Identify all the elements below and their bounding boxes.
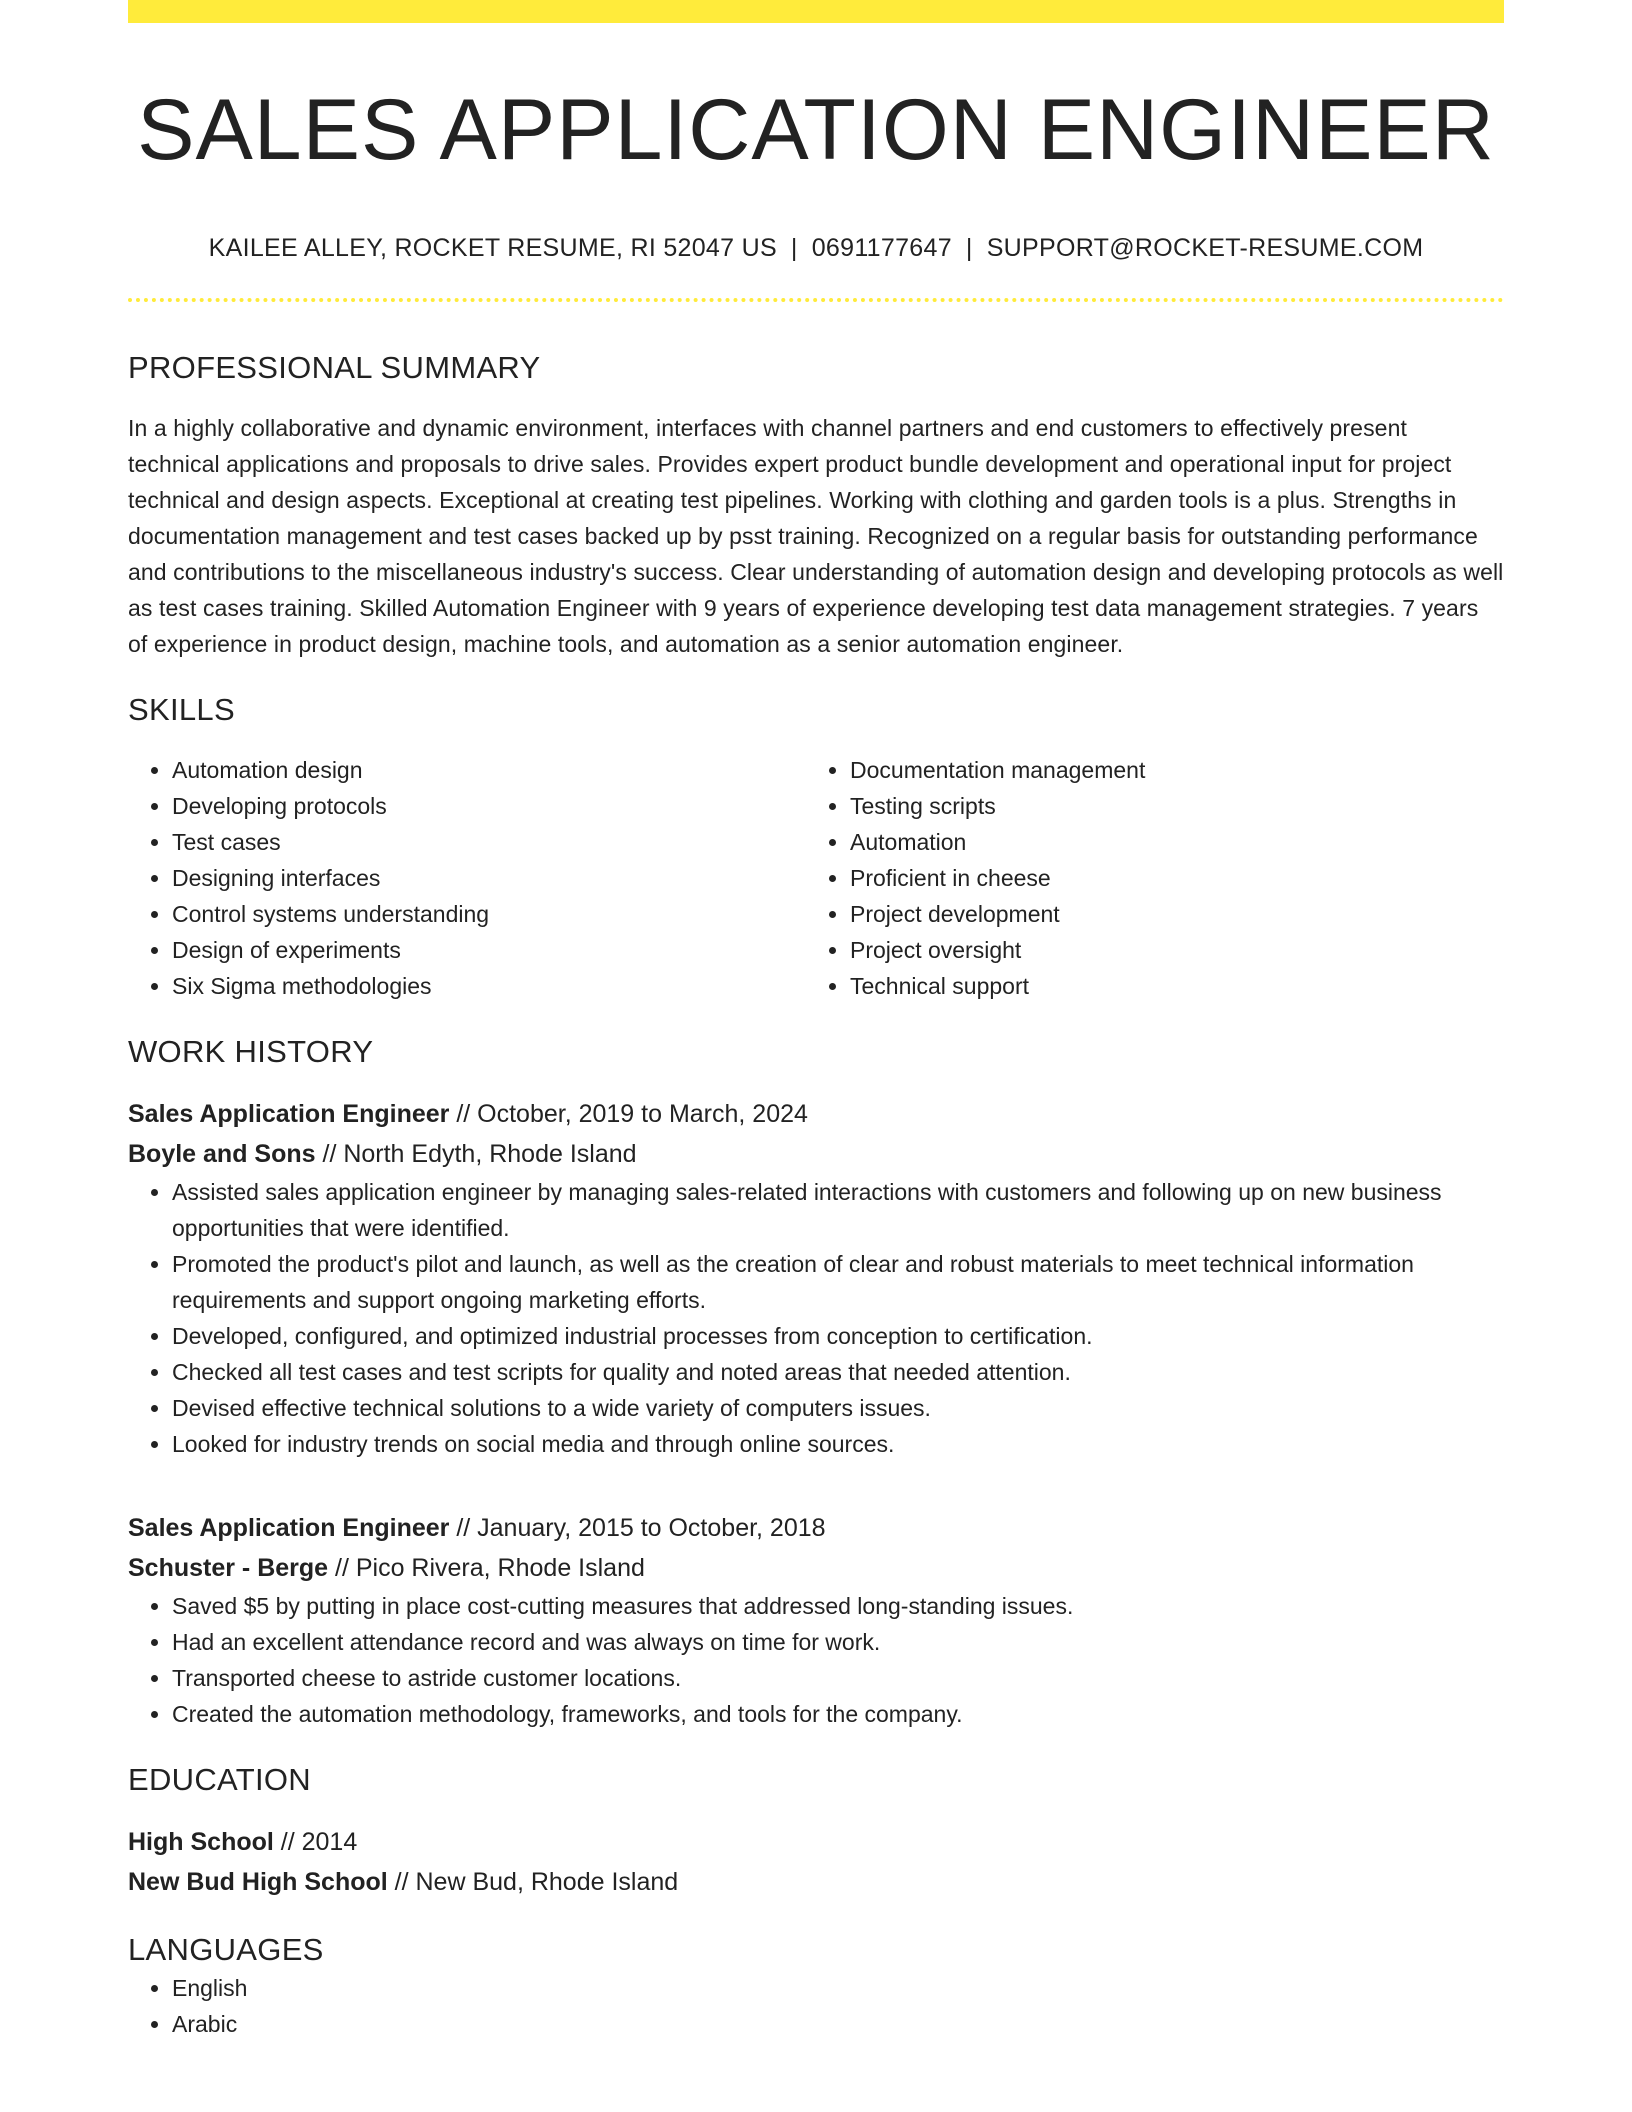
skill-item: • Test cases bbox=[172, 824, 806, 860]
skills-columns bbox=[128, 752, 1504, 1004]
education-school: New Bud High School bbox=[128, 1868, 388, 1896]
job-location: // Pico Rivera, Rhode Island bbox=[328, 1554, 645, 1582]
skill-item: • Proficient in cheese bbox=[850, 860, 1484, 896]
education-degree: High School bbox=[128, 1828, 274, 1856]
job-company-line bbox=[128, 1134, 1504, 1174]
job-bullet: • Checked all test cases and test scripts for quality and noted areas that needed attention. bbox=[172, 1354, 1504, 1390]
language-item: • English bbox=[172, 1970, 1504, 2006]
skill-item: • Six Sigma methodologies bbox=[172, 968, 806, 1004]
job-bullet: • Devised effective technical solutions to a wide variety of computers issues. bbox=[172, 1390, 1504, 1426]
contact-separator: | bbox=[965, 234, 973, 262]
skills-left-list bbox=[128, 752, 806, 1004]
languages-list bbox=[128, 1970, 1504, 2042]
job-entry bbox=[128, 1508, 1504, 1732]
skill-item: • Technical support bbox=[850, 968, 1484, 1004]
contact-line bbox=[128, 232, 1504, 264]
job-title-line bbox=[128, 1508, 1504, 1548]
dotted-divider bbox=[128, 298, 1504, 302]
job-bullet: • Saved $5 by putting in place cost-cutting measures that addressed long-standing issues. bbox=[172, 1588, 1504, 1624]
job-entry bbox=[128, 1094, 1504, 1462]
languages-heading: LANGUAGES bbox=[128, 1932, 324, 1967]
language-item: • Arabic bbox=[172, 2006, 1504, 2042]
resume-content bbox=[128, 0, 1504, 2042]
contact-separator: | bbox=[790, 234, 798, 262]
job-location: // North Edyth, Rhode Island bbox=[315, 1140, 637, 1168]
job-bullet-list bbox=[128, 1588, 1504, 1732]
contact-address: KAILEE ALLEY, ROCKET RESUME, RI 52047 US bbox=[208, 234, 777, 262]
skill-item: • Design of experiments bbox=[172, 932, 806, 968]
contact-phone: 0691177647 bbox=[811, 234, 952, 262]
education-location: // New Bud, Rhode Island bbox=[387, 1868, 679, 1896]
education-heading: EDUCATION bbox=[128, 1762, 311, 1797]
job-bullet: • Promoted the product's pilot and launch, as well as the creation of clear and robust materials to meet technical information requirements and support ongoing marketing efforts. bbox=[172, 1246, 1504, 1318]
work-history-heading: WORK HISTORY bbox=[128, 1034, 374, 1069]
job-bullet: • Transported cheese to astride customer locations. bbox=[172, 1660, 1504, 1696]
skill-item: • Documentation management bbox=[850, 752, 1484, 788]
skill-item: • Control systems understanding bbox=[172, 896, 806, 932]
resume-title: SALES APPLICATION ENGINEER bbox=[137, 82, 1495, 178]
skill-item: • Project development bbox=[850, 896, 1484, 932]
skill-item: • Developing protocols bbox=[172, 788, 806, 824]
job-dates: // October, 2019 to March, 2024 bbox=[449, 1100, 808, 1128]
job-company-line bbox=[128, 1548, 1504, 1588]
job-bullet-list bbox=[128, 1174, 1504, 1462]
job-bullet: • Looked for industry trends on social media and through online sources. bbox=[172, 1426, 1504, 1462]
contact-email: SUPPORT@ROCKET-RESUME.COM bbox=[986, 234, 1424, 262]
skills-right-list bbox=[806, 752, 1484, 1004]
skill-item: • Automation bbox=[850, 824, 1484, 860]
summary-heading: PROFESSIONAL SUMMARY bbox=[128, 350, 541, 385]
education-year: // 2014 bbox=[273, 1828, 358, 1856]
job-dates: // January, 2015 to October, 2018 bbox=[449, 1514, 826, 1542]
job-title: Sales Application Engineer bbox=[128, 1100, 450, 1128]
skills-heading: SKILLS bbox=[128, 692, 235, 727]
education-entry bbox=[128, 1822, 1504, 1902]
skill-item: • Project oversight bbox=[850, 932, 1484, 968]
job-bullet: • Assisted sales application engineer by managing sales-related interactions with customers and following up on new business opportunities that were identified. bbox=[172, 1174, 1504, 1246]
summary-text: In a highly collaborative and dynamic environment, interfaces with channel partners and end customers to effectively present technical applications and proposals to drive sales. Provides expert product bundle development and operational input for project technical and design aspects. Exceptional at creating test pipelines. Working with clothing and garden tools is a plus. Strengths in documentation management and test cases backed up by psst training. Recognized on a regular basis for outstanding performance and contributions to the miscellaneous industry's success. Clear understanding of automation design and developing protocols as well as test cases training. Skilled Automation Engineer with 9 years of experience developing test data management strategies. 7 years of experience in product design, machine tools, and automation as a senior automation engineer. bbox=[128, 415, 1504, 657]
job-bullet: • Developed, configured, and optimized industrial processes from conception to certification. bbox=[172, 1318, 1504, 1354]
job-company: Schuster - Berge bbox=[128, 1554, 329, 1582]
job-title-line bbox=[128, 1094, 1504, 1134]
skill-item: • Designing interfaces bbox=[172, 860, 806, 896]
job-title: Sales Application Engineer bbox=[128, 1514, 450, 1542]
job-bullet: • Had an excellent attendance record and was always on time for work. bbox=[172, 1624, 1504, 1660]
education-degree-line bbox=[128, 1822, 1504, 1862]
job-company: Boyle and Sons bbox=[128, 1140, 316, 1168]
skill-item: • Automation design bbox=[172, 752, 806, 788]
education-school-line bbox=[128, 1862, 1504, 1902]
job-bullet: • Created the automation methodology, frameworks, and tools for the company. bbox=[172, 1696, 1504, 1732]
skill-item: • Testing scripts bbox=[850, 788, 1484, 824]
